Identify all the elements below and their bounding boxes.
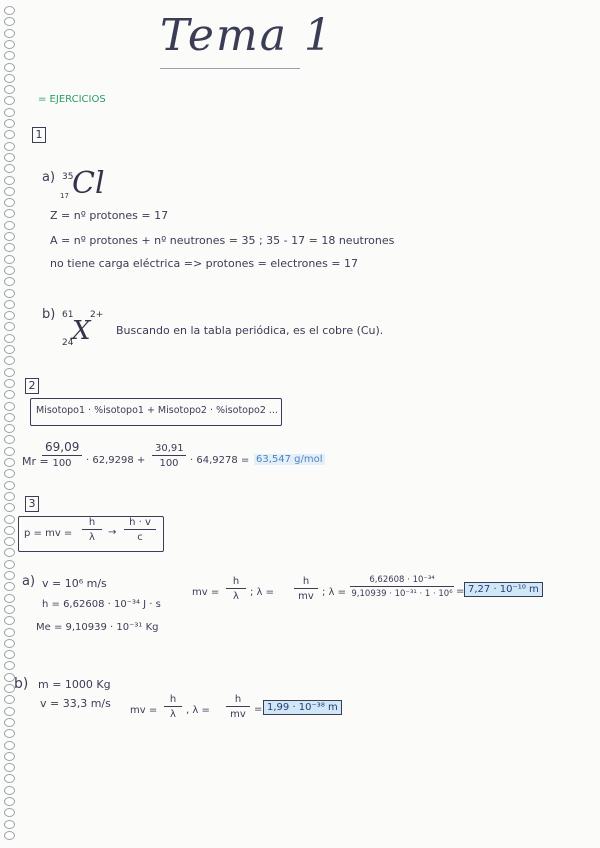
ex2-formula: Misotopo1 · %isotopo1 + Misotopo2 · %isotopo2 ... xyxy=(36,405,278,416)
ex3-b-f1-numerator: h xyxy=(164,694,182,707)
ex3-a-planck: h = 6,62608 · 10⁻³⁴ J · s xyxy=(42,599,161,610)
ex1-mass-number: 35 xyxy=(62,172,74,182)
ex3-a-sep-1: ; λ = xyxy=(250,587,275,598)
binding-ring xyxy=(4,311,15,320)
ex2-fraction-2-numerator: 30,91 xyxy=(152,443,186,456)
ex3-a-equals: = xyxy=(456,586,465,597)
ex3-b-f2-numerator: h xyxy=(226,694,250,707)
binding-ring xyxy=(4,379,15,388)
ex1-b-z: 24 xyxy=(62,338,74,348)
binding-ring xyxy=(4,481,15,490)
ex3-b-sep: , λ = xyxy=(186,705,210,716)
binding-ring xyxy=(4,74,15,83)
binding-ring xyxy=(4,255,15,264)
binding-ring xyxy=(4,243,15,252)
binding-ring xyxy=(4,786,15,795)
ex2-fraction-1-denominator: 100 xyxy=(52,458,72,469)
ex1-b-charge: 2+ xyxy=(90,310,104,320)
binding-ring xyxy=(4,119,15,128)
binding-ring xyxy=(4,820,15,829)
ex3-formula-f2-denominator: c xyxy=(137,532,143,543)
binding-ring xyxy=(4,322,15,331)
binding-ring xyxy=(4,85,15,94)
ex3-b-equals: = xyxy=(254,704,263,715)
binding-ring xyxy=(4,808,15,817)
ex1-atomic-number: 17 xyxy=(60,192,69,200)
binding-ring xyxy=(4,300,15,309)
binding-ring xyxy=(4,176,15,185)
binding-ring xyxy=(4,560,15,569)
binding-ring xyxy=(4,763,15,772)
binding-ring xyxy=(4,334,15,343)
ex3-a-sep-2: ; λ = xyxy=(322,587,347,598)
binding-ring xyxy=(4,831,15,840)
ex3-b-label: b) xyxy=(14,676,29,692)
ex1-b-mass: 61 xyxy=(62,310,74,320)
ex3-b-mass: m = 1000 Kg xyxy=(38,678,111,691)
binding-ring xyxy=(4,718,15,727)
ex3-a-answer: 7,27 · 10⁻¹⁰ m xyxy=(464,582,543,597)
binding-ring xyxy=(4,797,15,806)
ex3-a-fraction-1 xyxy=(226,576,246,602)
binding-ring xyxy=(4,492,15,501)
binding-ring xyxy=(4,51,15,60)
binding-ring xyxy=(4,17,15,26)
exercise-1-number: 1 xyxy=(32,127,46,143)
binding-ring xyxy=(4,209,15,218)
binding-ring xyxy=(4,628,15,637)
binding-ring xyxy=(4,469,15,478)
binding-ring xyxy=(4,503,15,512)
binding-ring xyxy=(4,458,15,467)
binding-ring xyxy=(4,639,15,648)
ex3-a-f1-denominator: λ xyxy=(233,591,239,602)
ex3-formula-f2-numerator: h · v xyxy=(124,517,156,530)
ex3-b-fraction-1 xyxy=(164,694,182,720)
binding-ring xyxy=(4,605,15,614)
binding-ring xyxy=(4,63,15,72)
ex1-b-label: b) xyxy=(42,307,56,322)
ex3-a-label: a) xyxy=(22,574,36,589)
binding-ring xyxy=(4,594,15,603)
ex1-b-text: Buscando en la tabla periódica, es el cobre (Cu). xyxy=(116,324,384,337)
ex2-term-1: · 62,9298 + xyxy=(86,455,146,466)
ex2-fraction-2-denominator: 100 xyxy=(159,458,179,469)
ex2-fraction-1 xyxy=(42,440,82,469)
binding-ring xyxy=(4,356,15,365)
binding-ring xyxy=(4,345,15,354)
ex3-formula-f1-denominator: λ xyxy=(89,532,95,543)
ex3-b-fraction-2 xyxy=(226,694,250,720)
binding-ring xyxy=(4,650,15,659)
binding-ring xyxy=(4,571,15,580)
ex3-a-f1-numerator: h xyxy=(226,576,246,589)
binding-ring xyxy=(4,96,15,105)
title-underline xyxy=(160,68,300,69)
ex3-formula-left: p = mv = xyxy=(24,528,73,539)
ex1-element-symbol: Cl xyxy=(72,166,105,201)
ex1-line-2: A = nº protones + nº neutrones = 35 ; 35 - 17 = 18 neutrones xyxy=(50,234,395,247)
ex3-b-answer: 1,99 · 10⁻³⁸ m xyxy=(263,700,342,715)
binding-ring xyxy=(4,537,15,546)
ex3-a-electron-mass: Me = 9,10939 · 10⁻³¹ Kg xyxy=(36,622,159,633)
page-title: Tema 1 xyxy=(160,10,334,61)
binding-ring xyxy=(4,277,15,286)
ex3-a-fraction-3 xyxy=(350,575,454,599)
ex1-line-3: no tiene carga eléctrica => protones = electrones = 17 xyxy=(50,257,359,270)
binding-ring xyxy=(4,289,15,298)
section-subtitle: = EJERCICIOS xyxy=(38,94,106,105)
binding-ring xyxy=(4,424,15,433)
ex2-term-2: · 64,9278 = xyxy=(190,455,250,466)
ex3-a-velocity: v = 10⁶ m/s xyxy=(42,577,107,590)
binding-ring xyxy=(4,447,15,456)
ex2-fraction-1-numerator: 69,09 xyxy=(42,440,82,456)
spiral-binding xyxy=(0,0,18,848)
binding-ring xyxy=(4,435,15,444)
ex2-result: 63,547 g/mol xyxy=(256,454,323,465)
ex3-a-eq1-left: mv = xyxy=(192,587,220,598)
binding-ring xyxy=(4,515,15,524)
binding-ring xyxy=(4,130,15,139)
binding-ring xyxy=(4,741,15,750)
ex3-b-f1-denominator: λ xyxy=(170,709,176,720)
ex3-formula-arrow: → xyxy=(108,527,117,538)
binding-ring xyxy=(4,221,15,230)
ex3-a-f3-numerator: 6,62608 · 10⁻³⁴ xyxy=(350,575,454,587)
binding-ring xyxy=(4,6,15,15)
binding-ring xyxy=(4,232,15,241)
binding-ring xyxy=(4,729,15,738)
ex3-b-eq1-left: mv = xyxy=(130,705,158,716)
binding-ring xyxy=(4,526,15,535)
binding-ring xyxy=(4,40,15,49)
exercise-2-number: 2 xyxy=(25,378,39,394)
binding-ring xyxy=(4,153,15,162)
binding-ring xyxy=(4,29,15,38)
ex3-a-f3-denominator: 9,10939 · 10⁻³¹ · 1 · 10⁶ xyxy=(351,589,453,599)
binding-ring xyxy=(4,164,15,173)
binding-ring xyxy=(4,198,15,207)
binding-ring xyxy=(4,661,15,670)
binding-ring xyxy=(4,108,15,117)
ex3-formula-fraction-2 xyxy=(124,517,156,543)
ex1-b-symbol: X xyxy=(72,316,91,346)
ex3-a-f2-denominator: mv xyxy=(298,591,314,602)
binding-ring xyxy=(4,548,15,557)
binding-ring xyxy=(4,413,15,422)
ex3-a-f2-numerator: h xyxy=(294,576,318,589)
ex1-a-label: a) xyxy=(42,170,56,185)
binding-ring xyxy=(4,774,15,783)
binding-ring xyxy=(4,707,15,716)
binding-ring xyxy=(4,368,15,377)
binding-ring xyxy=(4,582,15,591)
ex3-formula-fraction-1 xyxy=(82,517,102,543)
binding-ring xyxy=(4,695,15,704)
binding-ring xyxy=(4,142,15,151)
binding-ring xyxy=(4,616,15,625)
ex3-formula-f1-numerator: h xyxy=(82,517,102,530)
ex2-mr-label: Mr = xyxy=(22,455,49,468)
ex1-line-1: Z = nº protones = 17 xyxy=(50,209,169,222)
exercise-3-number: 3 xyxy=(25,496,39,512)
binding-ring xyxy=(4,402,15,411)
binding-ring xyxy=(4,266,15,275)
ex3-b-velocity: v = 33,3 m/s xyxy=(40,697,111,710)
ex3-b-f2-denominator: mv xyxy=(230,709,246,720)
ex3-a-fraction-2 xyxy=(294,576,318,602)
binding-ring xyxy=(4,187,15,196)
binding-ring xyxy=(4,390,15,399)
ex2-fraction-2 xyxy=(152,443,186,469)
binding-ring xyxy=(4,752,15,761)
